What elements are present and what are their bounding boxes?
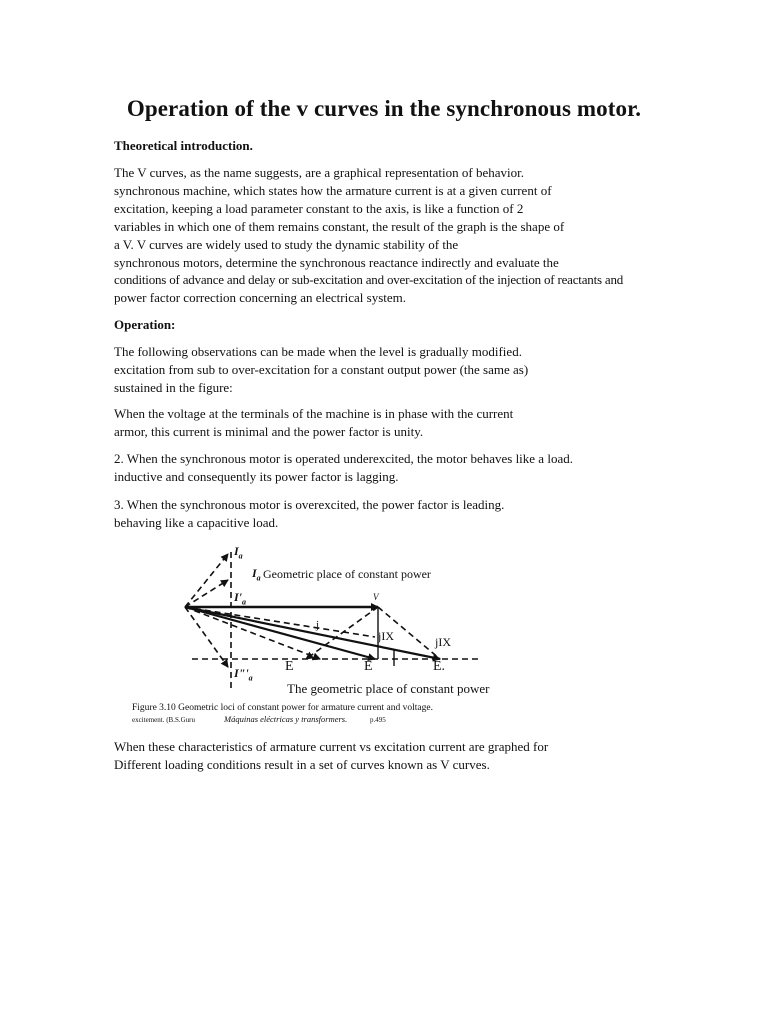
intro-line: variables in which one of them remains constant, the result of the graph is the shape of: [114, 218, 565, 234]
label-e-2: E: [364, 659, 373, 674]
label-jix-1: jIX: [378, 629, 394, 643]
label-jix-2: jIX: [435, 635, 451, 649]
operation-line: inductive and consequently its power factor is lagging.: [114, 468, 399, 484]
figure-citation-c: p.495: [370, 716, 386, 724]
operation-line: behaving like a capacitive load.: [114, 514, 279, 530]
emf-phasor-3: [185, 607, 440, 659]
page-title: Operation of the v curves in the synchronous motor.: [126, 96, 642, 121]
label-e-3: E.: [433, 659, 446, 674]
closing-line: When these characteristics of armature current vs excitation current are graphed for: [114, 739, 549, 754]
phasor-diagram-figure: [130, 542, 520, 727]
operation-line: 2. When the synchronous motor is operated underexcited, the motor behaves like a load.: [114, 451, 573, 466]
label-ia-prime: $I'_a$: [234, 590, 247, 607]
operation-line: The following observations can be made when the level is gradually modified.: [114, 344, 522, 359]
label-ia-double-prime: $I"'_a$: [234, 666, 253, 683]
intro-line: a V. V curves are widely used to study the dynamic stability of the: [114, 236, 459, 252]
intro-line: conditions of advance and delay or sub-excitation and over-excitation of the injection of reactants and: [114, 272, 624, 288]
label-ia-top: $I_a$: [234, 544, 243, 561]
label-v: V: [373, 592, 379, 602]
operation-paragraph-1: [114, 343, 528, 397]
current-phasor-prime: [185, 580, 228, 607]
intro-line: excitation, keeping a load parameter constant to the axis, is like a function of 2: [114, 200, 524, 216]
operation-line: sustained in the figure:: [114, 379, 233, 395]
operation-paragraph-3: [114, 450, 573, 486]
operation-line: When the voltage at the terminals of the machine is in phase with the current: [114, 406, 514, 421]
operation-line: armor, this current is minimal and the power factor is unity.: [114, 423, 424, 439]
intro-line: synchronous motors, determine the synchronous reactance indirectly and evaluate the: [114, 254, 559, 270]
figure-citation-b: Máquinas eléctricas y transformers.: [224, 714, 348, 724]
figure-citation-a: excitement. (B.S.Guru: [132, 716, 195, 724]
operation-paragraph-2: [114, 405, 513, 441]
label-ia-mid: $I_a$: [252, 566, 261, 583]
current-phasor-leading: [185, 554, 228, 607]
label-e-1: E: [285, 659, 294, 674]
intro-line: The V curves, as the name suggests, are a graphical representation of behavior.: [114, 165, 524, 180]
operation-paragraph-4: [114, 496, 504, 532]
operation-line: 3. When the synchronous motor is overexcited, the power factor is leading.: [114, 497, 505, 512]
label-j: j: [316, 619, 320, 631]
intro-heading: Theoretical introduction.: [114, 138, 253, 153]
label-geometric-bottom: The geometric place of constant power: [287, 681, 490, 696]
intro-line: power factor correction concerning an electrical system.: [114, 290, 406, 306]
figure-caption: Figure 3.10 Geometric loci of constant power for armature current and voltage.: [132, 703, 433, 713]
operation-heading: Operation:: [114, 317, 176, 332]
emf-phasor-1: [185, 607, 320, 659]
label-geometric-top: Geometric place of constant power: [263, 567, 431, 581]
closing-paragraph: [114, 738, 548, 774]
closing-line: Different loading conditions result in a set of curves known as V curves.: [114, 756, 490, 772]
intro-paragraph: [114, 164, 623, 307]
intro-line: synchronous machine, which states how the armature current is at a given current of: [114, 182, 552, 198]
operation-line: excitation from sub to over-excitation for a constant output power (the same as): [114, 361, 529, 377]
